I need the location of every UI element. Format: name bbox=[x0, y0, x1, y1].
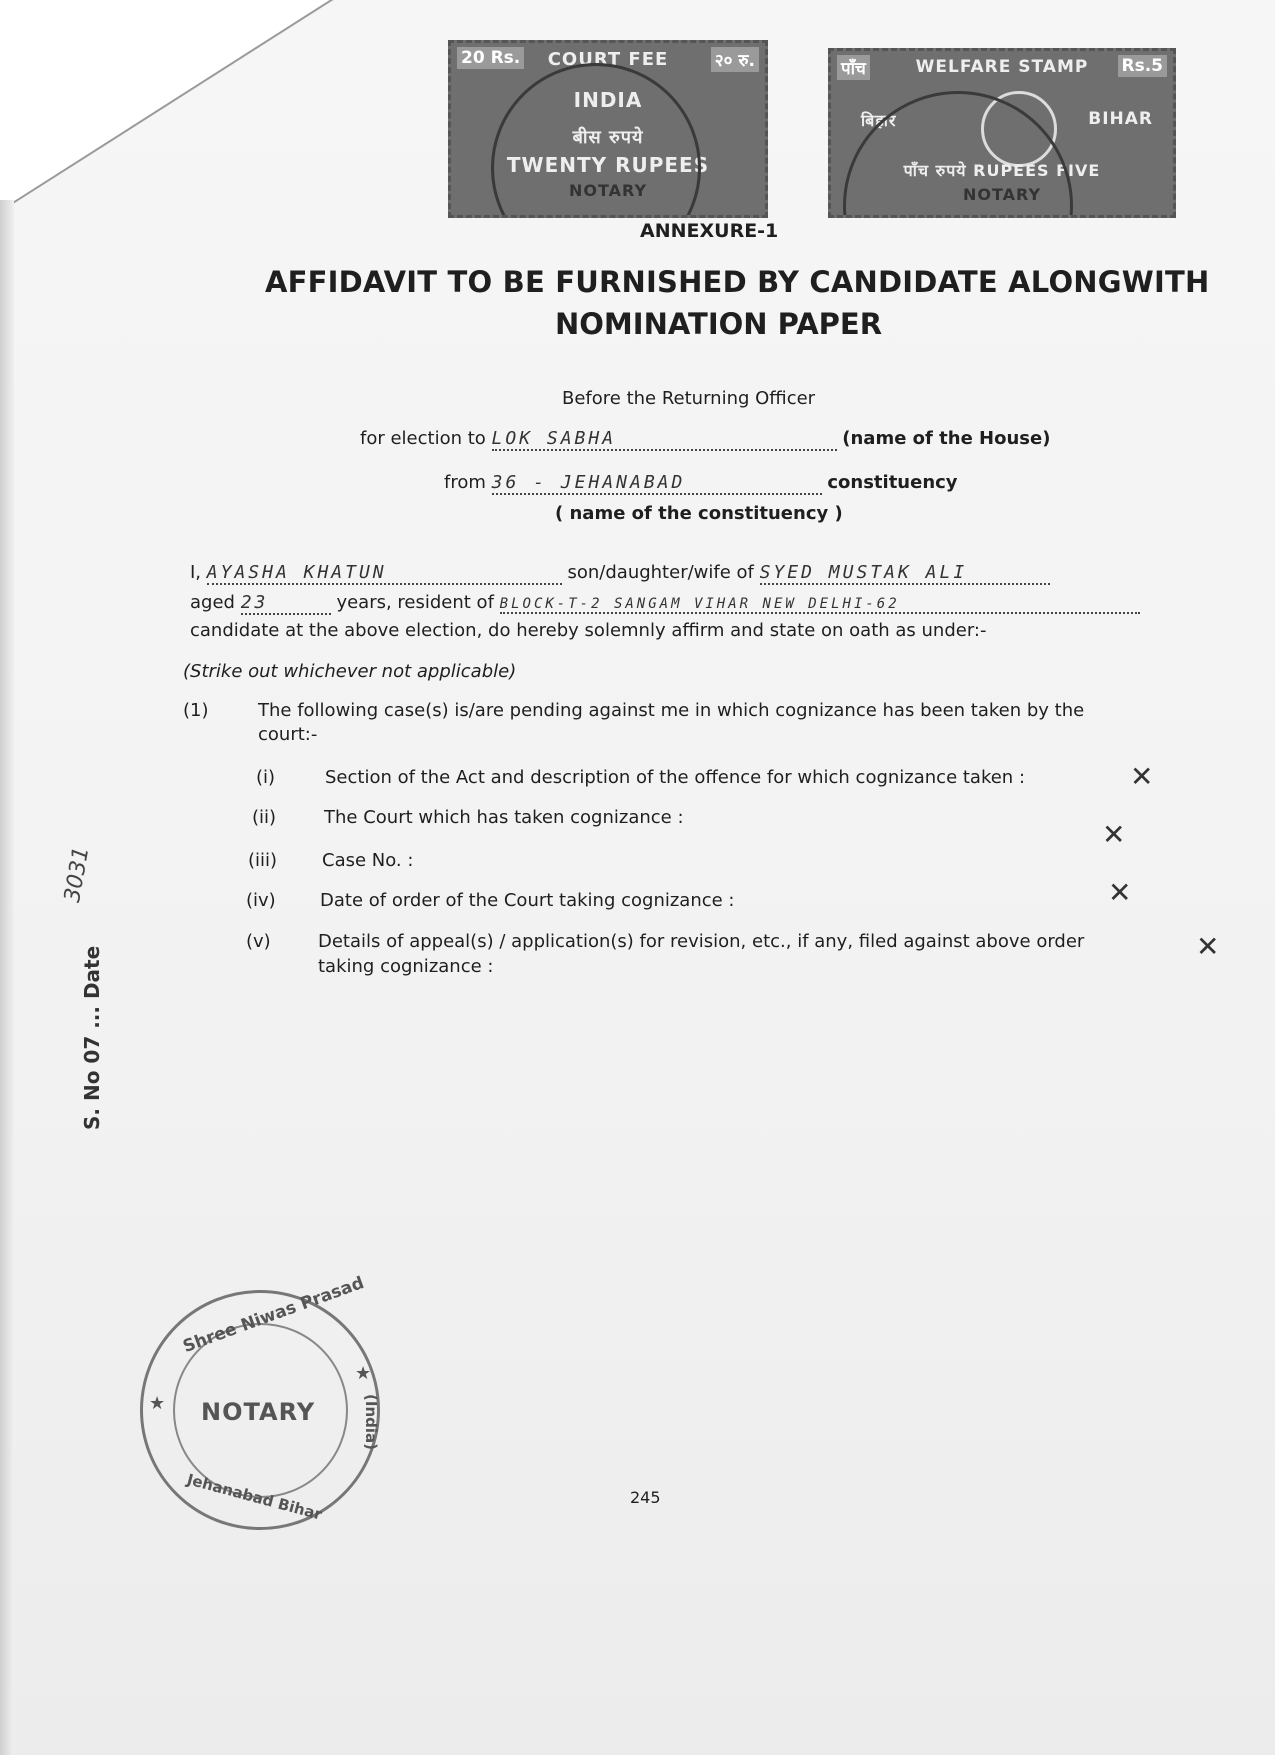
stamp-value-left: पाँच bbox=[837, 55, 870, 80]
stamp-country: INDIA bbox=[573, 88, 643, 112]
welfare-stamp bbox=[828, 48, 1176, 218]
from-prefix: from bbox=[444, 472, 486, 493]
years-label: years, resident of bbox=[336, 592, 494, 613]
page-edge-shadow bbox=[0, 200, 14, 1755]
house-suffix: (name of the House) bbox=[842, 428, 1051, 449]
stamp-hindi-text: बीस रुपये bbox=[572, 127, 644, 148]
notary-impression-circle bbox=[491, 63, 701, 218]
subitem-5-text: Details of appeal(s) / application(s) for revision, etc., if any, filed against above order bbox=[318, 931, 1085, 952]
notary-seal-center: NOTARY bbox=[201, 1398, 316, 1426]
election-line bbox=[360, 428, 1050, 451]
cross-mark-icon: ✕ bbox=[1102, 818, 1126, 851]
cross-mark-icon: ✕ bbox=[1130, 760, 1154, 793]
stamp-label-top: WELFARE STAMP bbox=[915, 57, 1089, 77]
relation-label: son/daughter/wife of bbox=[567, 562, 754, 583]
subitem-3-text: Case No. : bbox=[322, 850, 414, 871]
court-fee-stamp bbox=[448, 40, 768, 218]
item1-number: (1) bbox=[183, 700, 209, 721]
notary-seal bbox=[140, 1272, 380, 1530]
page-number: 245 bbox=[630, 1488, 661, 1507]
i-prefix: I, bbox=[190, 562, 202, 583]
star-icon: ★ bbox=[355, 1363, 372, 1384]
constituency-line bbox=[444, 472, 958, 495]
stamp-overprint: NOTARY bbox=[962, 185, 1042, 204]
aged-label: aged bbox=[190, 592, 235, 613]
document-title-line1: AFFIDAVIT TO BE FURNISHED BY CANDIDATE ALONGWITH bbox=[265, 265, 1210, 299]
house-field: LOK SABHA bbox=[492, 428, 837, 451]
declarant-line2 bbox=[190, 592, 1140, 615]
star-icon: ★ bbox=[149, 1393, 166, 1414]
item1-text-line1: The following case(s) is/are pending against me in which cognizance has been taken by the bbox=[258, 700, 1085, 721]
stamp-state-hindi: बिहार bbox=[861, 111, 897, 130]
stamp-value-right: २० रु. bbox=[711, 47, 759, 72]
constituency-field: 36 - JEHANABAD bbox=[492, 472, 822, 495]
parent-field: SYED MUSTAK ALI bbox=[760, 562, 1050, 585]
constituency-suffix: constituency bbox=[827, 472, 958, 493]
stamp-amount: पाँच रुपये RUPEES FIVE bbox=[903, 161, 1101, 180]
before-officer: Before the Returning Officer bbox=[562, 388, 816, 409]
stamp-overprint: NOTARY bbox=[568, 181, 648, 200]
stamp-amount: TWENTY RUPEES bbox=[506, 153, 710, 177]
stamp-label-top: COURT FEE bbox=[547, 49, 669, 70]
margin-handwriting: 3031 bbox=[60, 844, 95, 905]
subitem-4-number: (iv) bbox=[246, 890, 276, 911]
item1-text-line2: court:- bbox=[258, 724, 318, 745]
strike-note: (Strike out whichever not applicable) bbox=[183, 661, 517, 682]
name-field: AYASHA KHATUN bbox=[207, 562, 562, 585]
subitem-1-number: (i) bbox=[256, 767, 276, 788]
oath-statement: candidate at the above election, do hereby solemnly affirm and state on oath as under:- bbox=[190, 620, 987, 641]
stamp-state: BIHAR bbox=[1088, 109, 1153, 129]
stamp-value-left: 20 Rs. bbox=[457, 47, 524, 69]
document-title-line2: NOMINATION PAPER bbox=[555, 307, 883, 341]
cross-mark-icon: ✕ bbox=[1196, 930, 1220, 963]
annexure-label: ANNEXURE-1 bbox=[640, 220, 779, 242]
stamp-value-right: Rs.5 bbox=[1118, 55, 1168, 77]
declarant-line1 bbox=[190, 562, 1050, 585]
notary-seal-side-text: (India) bbox=[361, 1394, 380, 1450]
age-field: 23 bbox=[241, 592, 331, 615]
constituency-note: ( name of the constituency ) bbox=[555, 503, 843, 524]
election-prefix: for election to bbox=[360, 428, 486, 449]
subitem-1-text: Section of the Act and description of the offence for which cognizance taken : bbox=[325, 767, 1026, 788]
subitem-2-number: (ii) bbox=[252, 807, 277, 828]
notary-seal-ring-text: Shree Niwas Prasad bbox=[180, 1272, 367, 1358]
notary-seal-bottom-text: Jehanabad Bihar bbox=[185, 1470, 324, 1524]
subitem-2-text: The Court which has taken cognizance : bbox=[324, 807, 684, 828]
address-field: BLOCK-T-2 SANGAM VIHAR NEW DELHI-62 bbox=[500, 596, 1140, 614]
cross-mark-icon: ✕ bbox=[1108, 876, 1132, 909]
subitem-5-text-cont: taking cognizance : bbox=[318, 956, 494, 977]
subitem-4-text: Date of order of the Court taking cognizance : bbox=[320, 890, 735, 911]
subitem-5-number: (v) bbox=[246, 931, 271, 952]
register-number: S. No 07 ... Date bbox=[80, 945, 104, 1130]
subitem-3-number: (iii) bbox=[248, 850, 278, 871]
